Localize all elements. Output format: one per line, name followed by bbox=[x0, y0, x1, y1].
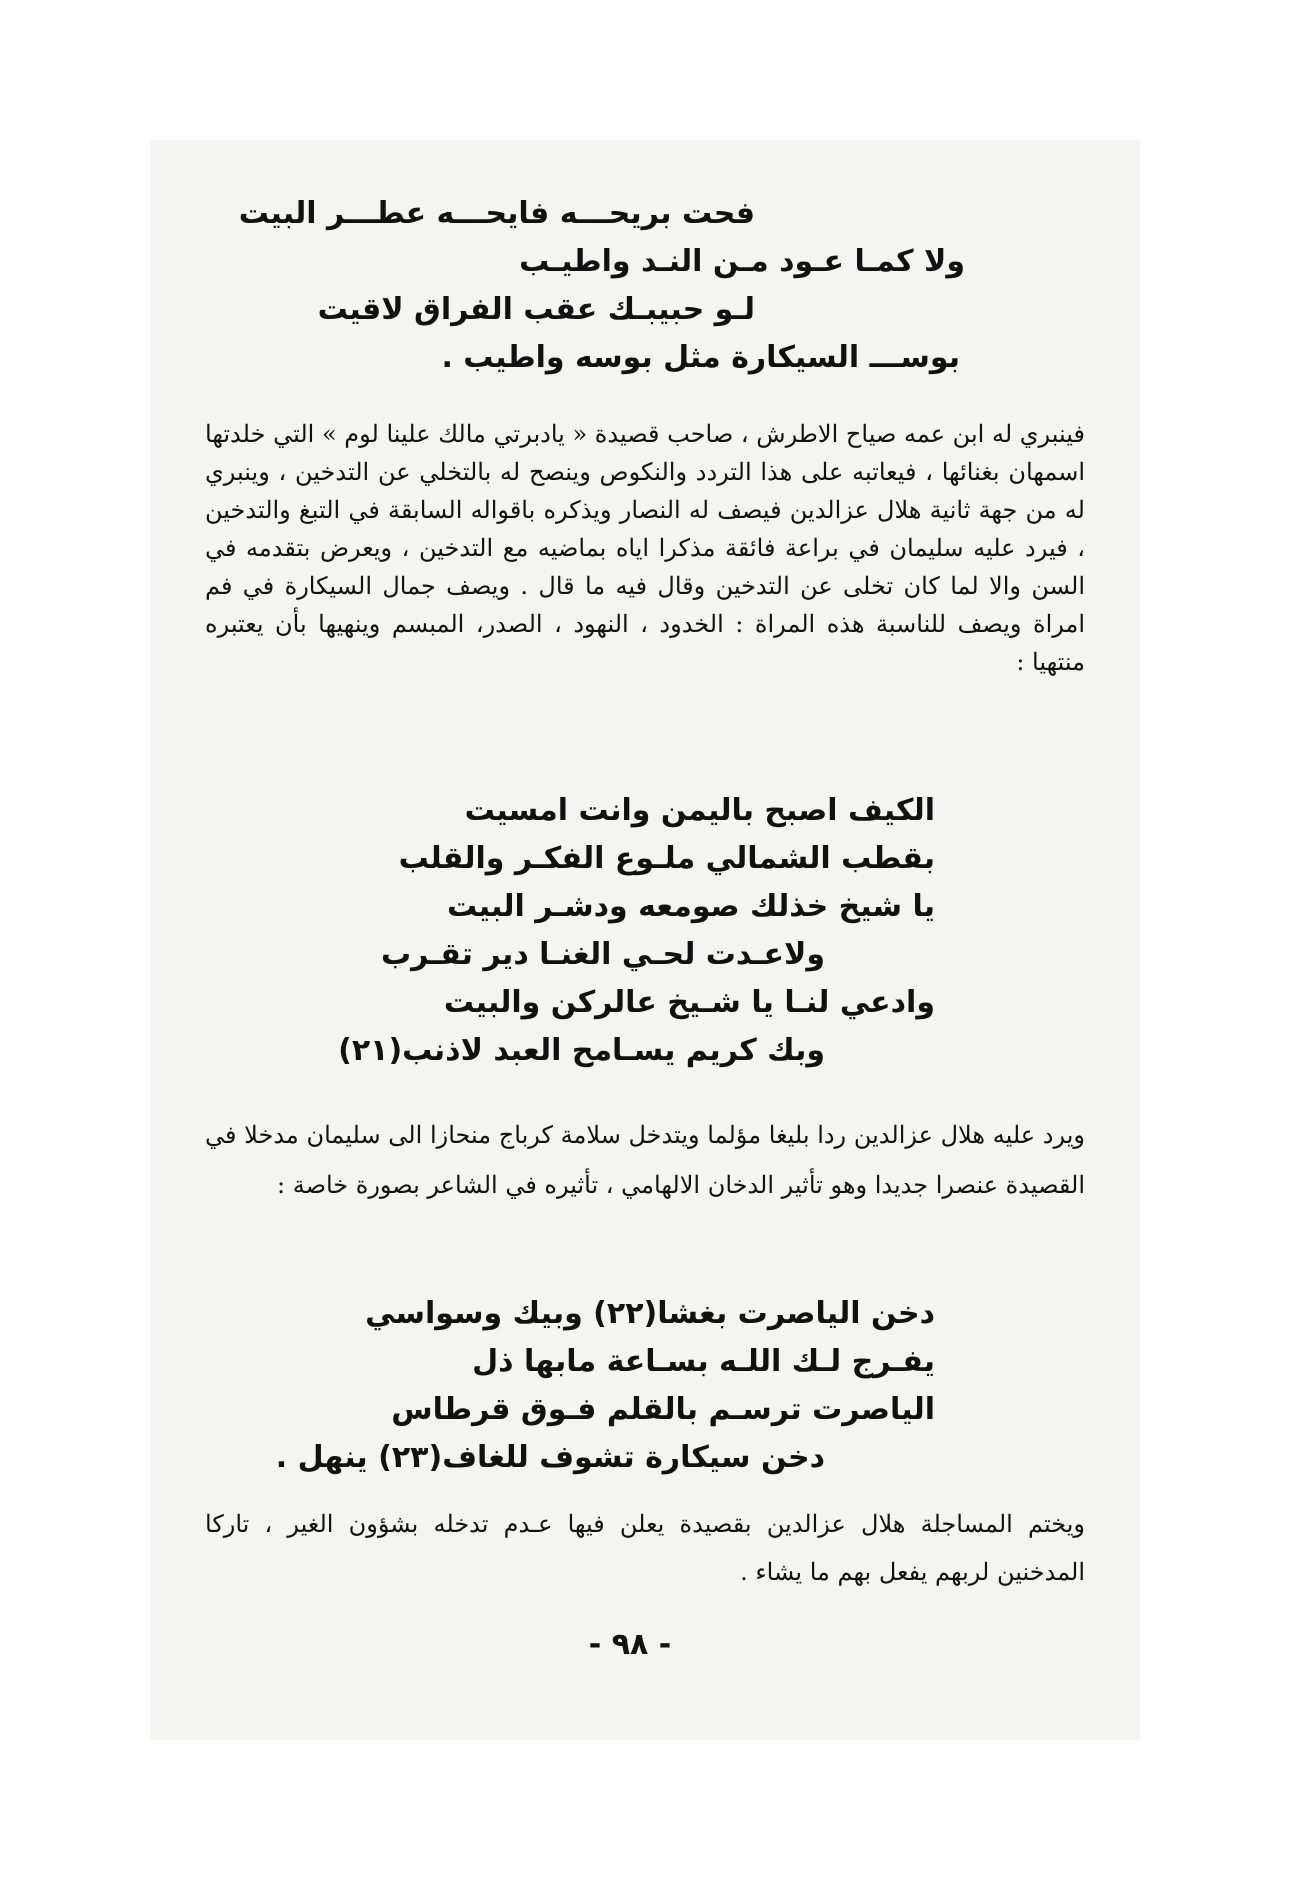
poem-block bbox=[195, 190, 1085, 382]
verse-line: يفـرج لـك اللـه بسـاعة مابها ذل bbox=[472, 1344, 935, 1379]
poem-block bbox=[195, 787, 1085, 1075]
verse-line: وادعي لنـا يا شـيخ عالركن والبيت bbox=[443, 985, 935, 1020]
verse-line: الياصرت ترسـم بالقلم فـوق قرطاس bbox=[391, 1392, 935, 1427]
paragraph: فينبري له ابن عمه صياح الاطرش ، صاحب قصيدة « يادبرتي مالك علينا لوم » التي خلدتها اسمهان بغنائها ، فيعاتبه على هذا التردد والنكوص وينصح له بالتخلي عن التدخين ، وينبري له من جهة ثانية هلال عزالدين فيصف له النصار ويذكره باقواله السابقة في التبغ والتدخين ، فيرد عليه سليمان في براعة فائقة مذكرا اياه بماضيه مع التدخين ، ويعرض بتقدمه في السن والا لما كان تخلى عن التدخين وقال فيه ما قال . ويصف جمال السيكارة في فم امراة ويصف للناسبة هذه المراة : الخدود ، النهود ، الصدر، المبسم وينهيها بأن يعتبره منتهيا : bbox=[205, 420, 1085, 676]
verse-line: بوســـ السيكارة مثل بوسه واطيب . bbox=[441, 340, 960, 375]
verse-line: ولا كمـا عـود مـن النـد واطيـب bbox=[519, 244, 965, 279]
verse-line: دخن سيكارة تشوف للغاف(٢٣) ينهل . bbox=[275, 1440, 825, 1475]
paragraph: ويختم المساجلة هلال عزالدين بقصيدة يعلن فيها عـدم تدخله بشؤون الغير ، تاركا المدخنين لربهم يفعل بهم ما يشاء . bbox=[205, 1510, 1085, 1586]
poem-block bbox=[195, 1290, 1085, 1482]
verse-line: الكيف اصبح باليمن وانت امسيت bbox=[464, 793, 935, 828]
verse-line: دخن الياصرت بغشا(٢٢) وبيك وسواسي bbox=[365, 1296, 935, 1331]
verse-line: فحت بريحـــه فايحـــه عطـــر البيت bbox=[238, 196, 755, 231]
verse-line: وبك كريم يسـامح العبد لاذنب(٢١) bbox=[338, 1033, 825, 1068]
page-number: - ٩٨ - bbox=[588, 1627, 672, 1662]
paragraph: ويرد عليه هلال عزالدين ردا بليغا مؤلما ويتدخل سلامة كرباج منحازا الى سليمان مدخلا في القصيدة عنصرا جديدا وهو تأثير الدخان الالهامي ، تأثيره في الشاعر بصورة خاصة : bbox=[205, 1121, 1085, 1199]
verse-line: يا شيخ خذلك صومعه ودشـر البيت bbox=[446, 889, 935, 924]
verse-line: بقطب الشمالي ملـوع الفكـر والقلب bbox=[398, 841, 935, 876]
verse-line: لـو حبيبـك عقب الفراق لاقيت bbox=[317, 292, 755, 327]
verse-line: ولاعـدت لحـي الغنـا دير تقـرب bbox=[381, 937, 825, 972]
